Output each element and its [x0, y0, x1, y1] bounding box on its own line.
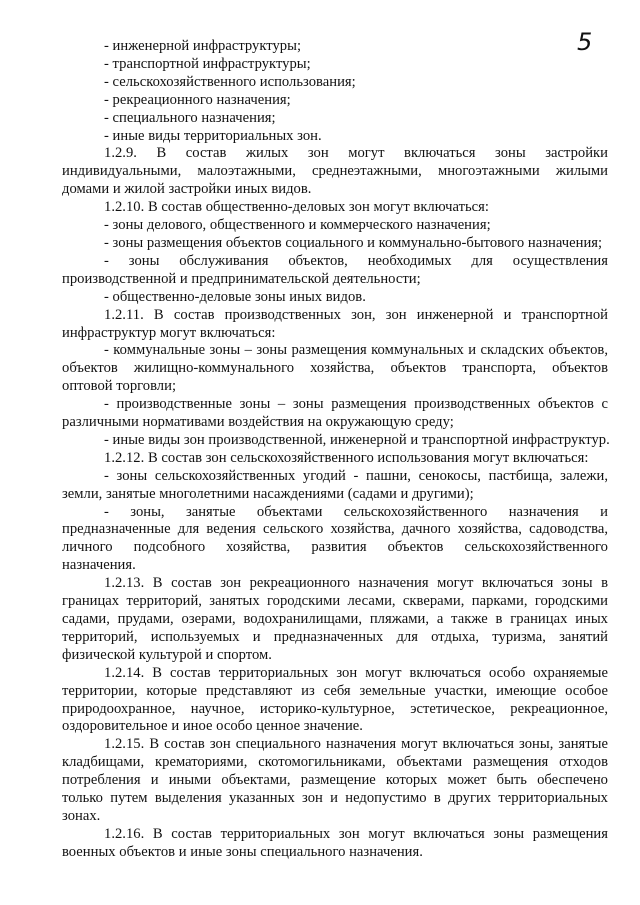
text-line: различными нормативами воздействия на окружающую среду; — [62, 414, 454, 431]
text-line: - иные виды территориальных зон. — [104, 127, 322, 144]
text-line: предназначенные для ведения сельского хозяйства, дачного хозяйства, садоводства, — [62, 521, 608, 538]
text-line: индивидуальными, малоэтажными, среднеэтажными, многоэтажными жилыми — [62, 163, 608, 180]
page-number: 5 — [577, 28, 593, 56]
text-line: - зоны размещения объектов социального и коммунально-бытового назначения; — [104, 234, 603, 251]
text-line: оздоровительное и иное особо ценное значение. — [62, 718, 363, 735]
text-line: инфраструктур могут включаться: — [62, 324, 276, 341]
text-line: 1.2.12. В состав зон сельскохозяйственного использования могут включаться: — [104, 449, 589, 466]
text-line: границах территорий, занятых городскими лесами, скверами, парками, городскими — [62, 593, 608, 610]
text-line: кладбищами, крематориями, скотомогильниками, объектами размещения отходов — [62, 754, 608, 771]
text-line: садами, прудами, озерами, водохранилищами, пляжами, а также в границах иных — [62, 611, 608, 627]
text-line: природоохранное, научное, историко-культурное, эстетическое, рекреационное, — [62, 700, 608, 717]
text-line: - зоны обслуживания объектов, необходимых для осуществления — [104, 252, 608, 269]
text-line: - зоны делового, общественного и коммерческого назначения; — [104, 217, 491, 234]
text-line: 1.2.9. В состав жилых зон могут включаться зоны застройки — [104, 145, 608, 162]
text-line: военных объектов и иные зоны специального назначения. — [62, 843, 423, 860]
text-line: зонах. — [62, 807, 101, 824]
text-line: - коммунальные зоны – зоны размещения коммунальных и складских объектов, — [104, 342, 608, 359]
text-line: 1.2.16. В состав территориальных зон могут включаться зоны размещения — [104, 825, 608, 842]
text-line: земли, занятые многолетними насаждениями (садами и другими); — [62, 485, 474, 502]
text-line: - иные виды зон производственной, инженерной и транспортной инфраструктур. — [104, 431, 610, 448]
text-line: - сельскохозяйственного использования; — [104, 73, 356, 90]
text-line: территории, которые представляют из себя земельные участки, имеющие особое — [62, 682, 608, 699]
text-line: - зоны сельскохозяйственных угодий - пашни, сенокосы, пастбища, залежи, — [104, 467, 608, 484]
text-line: территорий, используемых и предназначенных для отдыха, туризма, занятий — [62, 628, 608, 645]
text-line: производственной и предпринимательской деятельности; — [62, 270, 421, 287]
text-line: объектов жилищно-коммунального хозяйства, объектов транспорта, объектов — [62, 360, 608, 377]
text-line: оптовой торговли; — [62, 378, 177, 395]
text-line: - специального назначения; — [104, 109, 276, 126]
text-line: назначения. — [62, 557, 136, 574]
text-line: - инженерной инфраструктуры; — [104, 38, 302, 54]
text-line: только путем выделения указанных зон и недопустимо в других территориальных — [62, 790, 608, 807]
text-line: физической культурой и спортом. — [62, 646, 272, 663]
text-line: - общественно-деловые зоны иных видов. — [104, 288, 366, 305]
text-line: 1.2.14. В состав территориальных зон могут включаться особо охраняемые — [104, 664, 608, 681]
text-line: 1.2.11. В состав производственных зон, зон инженерной и транспортной — [104, 306, 608, 323]
text-line: - рекреационного назначения; — [104, 91, 291, 108]
text-line: 1.2.13. В состав зон рекреационного назначения могут включаться зоны в — [104, 575, 608, 592]
text-line: - производственные зоны – зоны размещения производственных объектов с — [104, 396, 608, 413]
text-line: домами и жилой застройки иных видов. — [62, 181, 312, 198]
text-line: - транспортной инфраструктуры; — [104, 55, 311, 72]
text-line: личного подсобного хозяйства, развития объектов сельскохозяйственного — [62, 539, 608, 556]
text-line: - зоны, занятые объектами сельскохозяйственного назначения и — [104, 503, 608, 520]
text-line: 1.2.15. В состав зон специального назначения могут включаться зоны, занятые — [104, 736, 608, 753]
document-body — [62, 38, 608, 862]
text-line: потребления и иными объектами, размещение которых может быть обеспечено — [62, 772, 608, 789]
text-line: 1.2.10. В состав общественно-деловых зон могут включаться: — [104, 199, 489, 216]
